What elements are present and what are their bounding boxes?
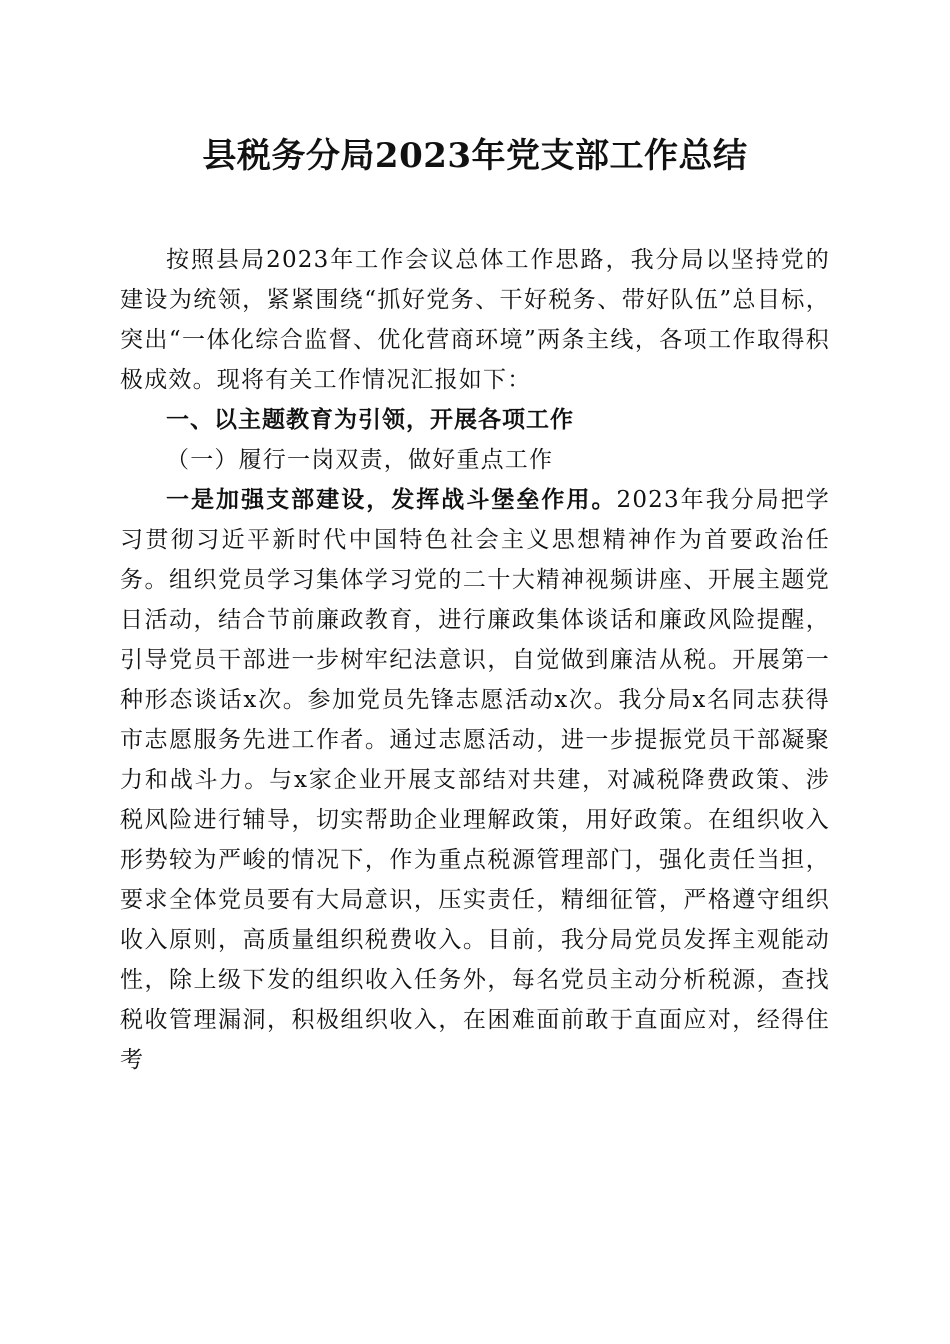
section-heading: 一、以主题教育为引领，开展各项工作 bbox=[166, 407, 574, 433]
subsection-heading: （一）履行一岗双责，做好重点工作 bbox=[166, 447, 554, 473]
document-page bbox=[120, 126, 830, 1080]
point-lead: 一是加强支部建设，发挥战斗堡垒作用。 bbox=[166, 486, 617, 513]
document-title: 县税务分局2023年党支部工作总结 bbox=[202, 136, 748, 176]
point-paragraph bbox=[120, 480, 830, 1080]
point-body: 2023年我分局把学习贯彻习近平新时代中国特色社会主义思想精神作为首要政治任务。组织党员学习集体学习党的二十大精神视频讲座、开展主题党日活动，结合节前廉政教育，进行廉政集体谈话和廉政风险提醒，引导党员干部进一步树牢纪法意识，自觉做到廉洁从税。开展第一种形态谈话x次。参加党员先锋志愿活动x次。我分局x名同志获得市志愿服务先进工作者。通过志愿活动，进一步提振党员干部凝聚力和战斗力。与x家企业开展支部结对共建，对减税降费政策、涉税风险进行辅导，切实帮助企业理解政策，用好政策。在组织收入形势较为严峻的情况下，作为重点税源管理部门，强化责任当担，要求全体党员要有大局意识，压实责任，精细征管，严格遵守组织收入原则，高质量组织税费收入。目前，我分局党员发挥主观能动性，除上级下发的组织收入任务外，每名党员主动分析税源，查找税收管理漏洞，积极组织收入，在困难面前敢于直面应对，经得住考 bbox=[120, 487, 830, 1073]
intro-paragraph: 按照县局2023年工作会议总体工作思路，我分局以坚持党的建设为统领，紧紧围绕“抓好党务、干好税务、带好队伍”总目标，突出“一体化综合监督、优化营商环境”两条主线，各项工作取得积极成效。现将有关工作情况汇报如下： bbox=[120, 247, 830, 393]
